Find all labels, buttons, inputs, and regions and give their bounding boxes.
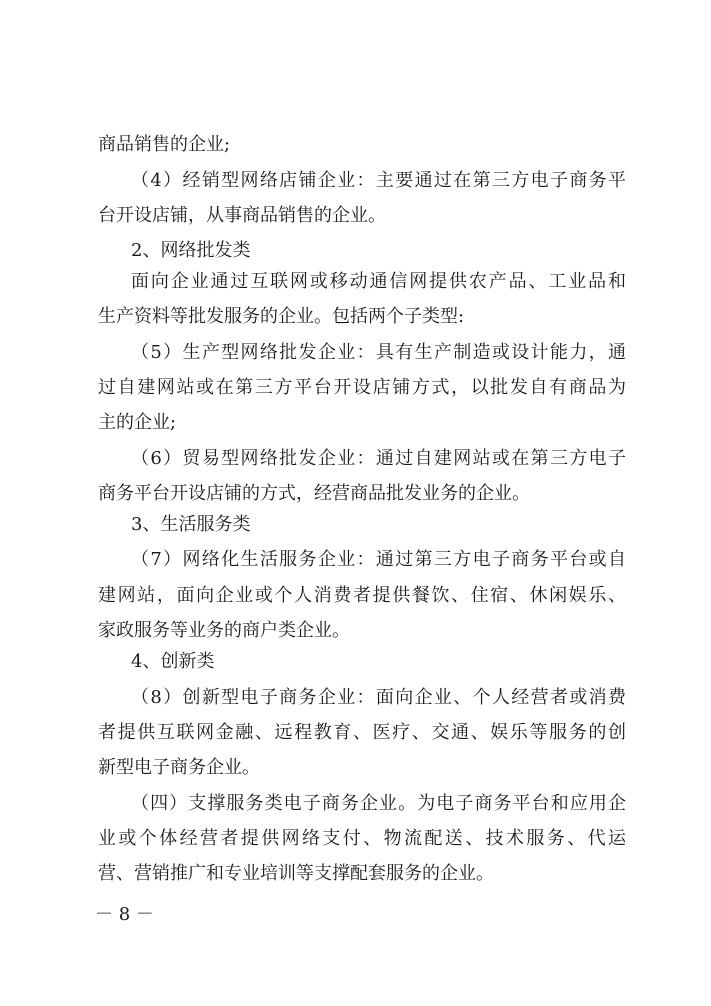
section-heading: 2、网络批发类 bbox=[131, 240, 251, 261]
text-line: 台开设店铺，从事商品销售的企业。 bbox=[98, 205, 386, 226]
text-line: （8）创新型电子商务企业：面向企业、个人经营者或消费 bbox=[131, 687, 626, 708]
text-line: 新型电子商务企业。 bbox=[98, 757, 260, 778]
text-line: 过自建网站或在第三方平台开设店铺方式，以批发自有商品为 bbox=[98, 377, 626, 398]
text-line: 者提供互联网金融、远程教育、医疗、交通、娱乐等服务的创 bbox=[98, 722, 626, 743]
text-line: 营、营销推广和专业培训等支撑配套服务的企业。 bbox=[98, 863, 494, 884]
text-line: （四）支撑服务类电子商务企业。为电子商务平台和应用企 bbox=[131, 793, 626, 814]
text-line: 主的企业; bbox=[98, 412, 177, 433]
text-line: （5）生产型网络批发企业：具有生产制造或设计能力，通 bbox=[131, 342, 626, 363]
text-line: 面向企业通过互联网或移动通信网提供农产品、工业品和 bbox=[131, 271, 626, 292]
section-heading: 4、创新类 bbox=[131, 651, 215, 672]
section-heading: 3、生活服务类 bbox=[131, 514, 251, 535]
text-line: 商务平台开设店铺的方式，经营商品批发业务的企业。 bbox=[98, 483, 530, 504]
text-line: 商品销售的企业; bbox=[98, 134, 231, 155]
text-line: （6）贸易型网络批发企业：通过自建网站或在第三方电子 bbox=[131, 448, 626, 469]
text-line: （7）网络化生活服务企业：通过第三方电子商务平台或自 bbox=[131, 549, 626, 570]
text-line: 家政服务等业务的商户类企业。 bbox=[98, 620, 350, 641]
text-line: 生产资料等批发服务的企业。包括两个子类型: bbox=[98, 306, 465, 327]
text-line: （4）经销型网络店铺企业：主要通过在第三方电子商务平 bbox=[131, 170, 626, 191]
text-line: 建网站，面向企业或个人消费者提供餐饮、住宿、休闲娱乐、 bbox=[98, 585, 626, 606]
text-line: 业或个体经营者提供网络支付、物流配送、技术服务、代运 bbox=[98, 828, 626, 849]
page-number: － 8 － bbox=[95, 904, 154, 925]
